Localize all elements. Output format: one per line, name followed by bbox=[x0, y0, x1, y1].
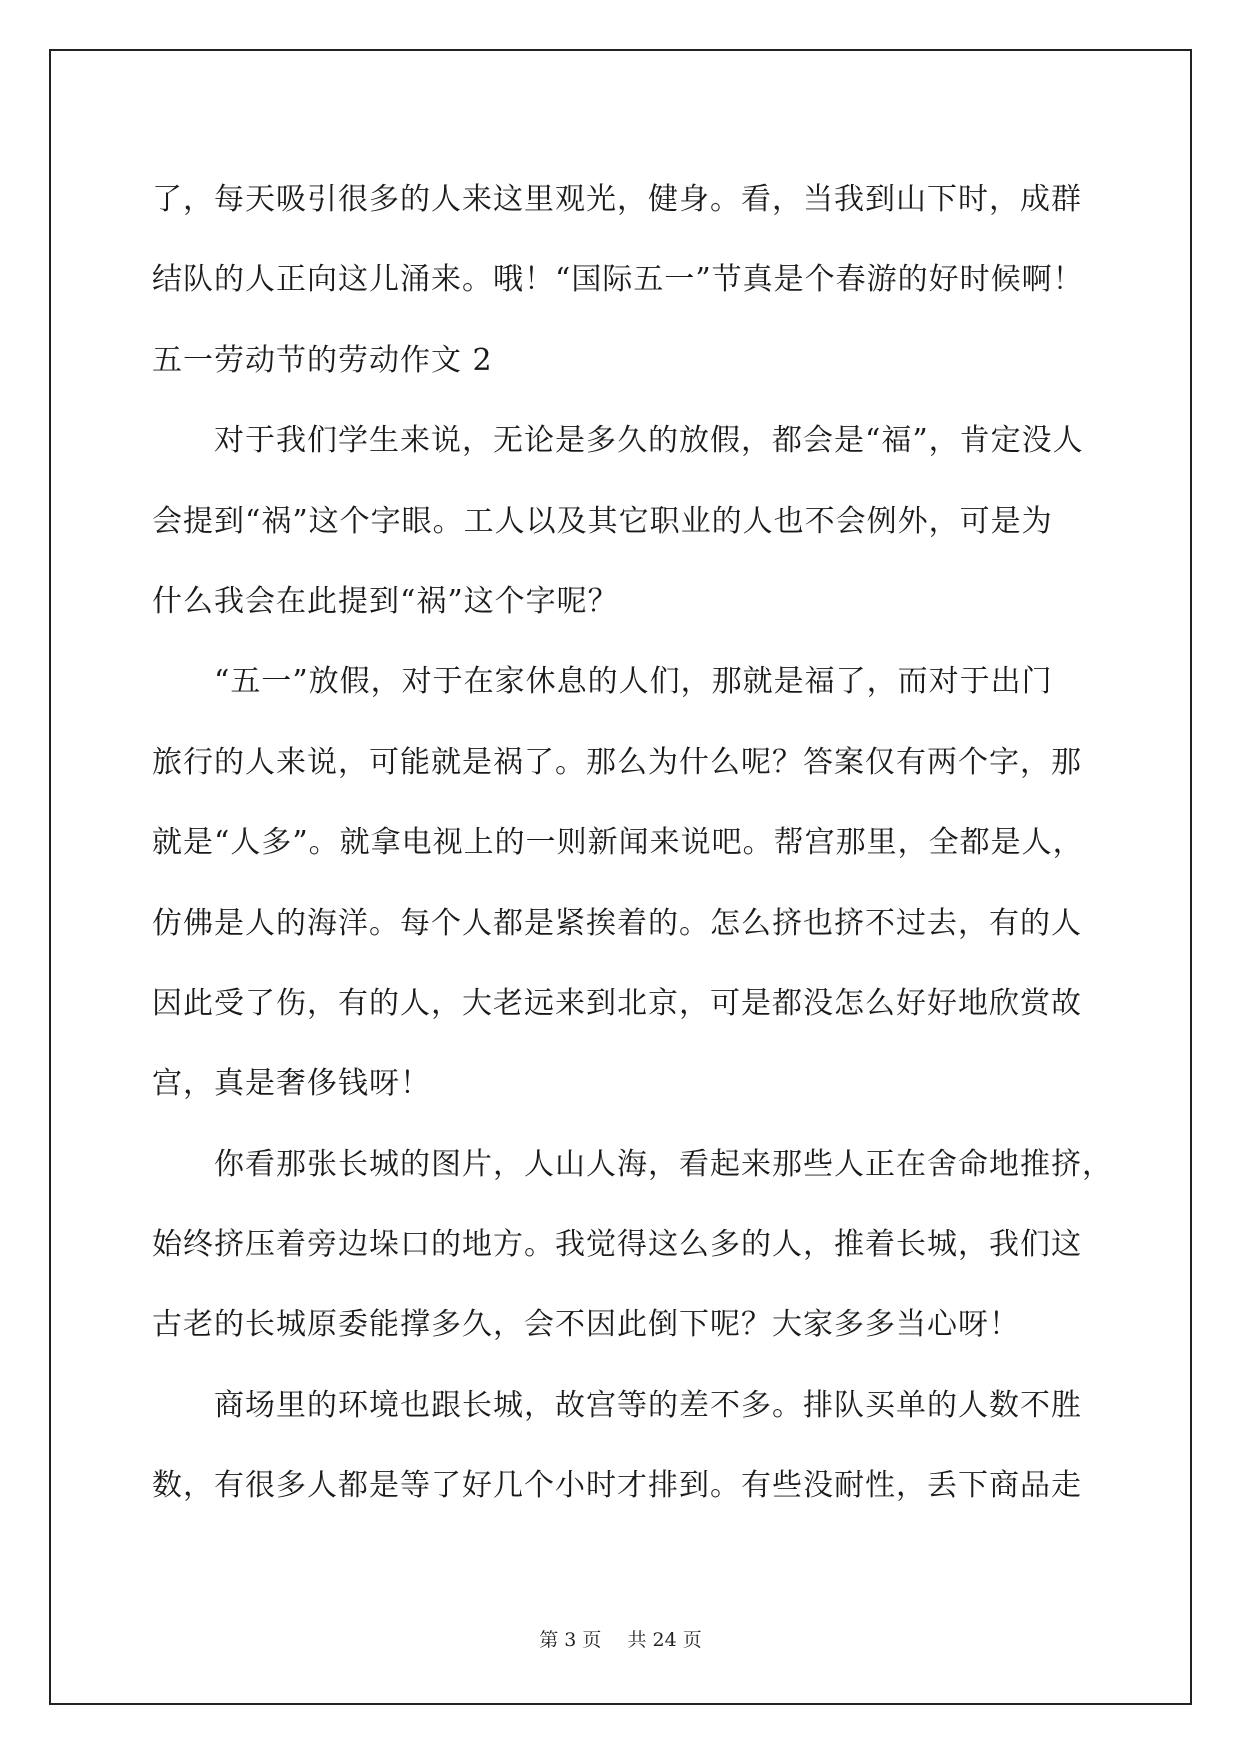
text-line: 了，每天吸引很多的人来这里观光，健身。看，当我到山下时，成群 bbox=[152, 182, 1082, 217]
text-line: 就是“人多”。就拿电视上的一则新闻来说吧。帮宫那里，全都是人， bbox=[152, 825, 1084, 861]
page-total: 共 24 页 bbox=[627, 1629, 702, 1651]
text-line: 始终挤压着旁边垛口的地方。我觉得这么多的人，推着长城，我们这 bbox=[152, 1227, 1082, 1263]
page-number: 第 3 页 bbox=[539, 1629, 602, 1651]
paragraph-first-line: 商场里的环境也跟长城，故宫等的差不多。排队买单的人数不胜 bbox=[214, 1387, 1082, 1423]
paragraph-first-line: 对于我们学生来说，无论是多久的放假，都会是“福”，肯定没人 bbox=[214, 423, 1084, 459]
text-line: 旅行的人来说，可能就是祸了。那么为什么呢？答案仅有两个字，那 bbox=[152, 744, 1082, 780]
text-line: 数，有很多人都是等了好几个小时才排到。有些没耐性，丢下商品走 bbox=[152, 1468, 1082, 1504]
text-line: 结队的人正向这儿涌来。哦！“国际五一”节真是个春游的好时候啊！ bbox=[152, 262, 1084, 298]
text-line: 会提到“祸”这个字眼。工人以及其它职业的人也不会例外，可是为 bbox=[152, 503, 1053, 539]
paragraph-first-line: 你看那张长城的图片，人山人海，看起来那些人正在舍命地推挤， bbox=[214, 1146, 1113, 1182]
document-body bbox=[152, 160, 1113, 1527]
section-heading: 五一劳动节的劳动作文 2 bbox=[152, 342, 493, 378]
text-line: 宫，真是奢侈钱呀！ bbox=[152, 1066, 431, 1102]
page-footer bbox=[0, 1628, 1241, 1652]
text-line: 因此受了伤，有的人，大老远来到北京，可是都没怎么好好地欣赏故 bbox=[152, 985, 1082, 1021]
text-line: 什么我会在此提到“祸”这个字呢？ bbox=[152, 583, 619, 619]
text-line: 仿佛是人的海洋。每个人都是紧挨着的。怎么挤也挤不过去，有的人 bbox=[152, 905, 1082, 941]
text-line: 古老的长城原委能撑多久，会不因此倒下呢？大家多多当心呀！ bbox=[152, 1307, 1020, 1343]
paragraph-first-line: “五一”放假，对于在家休息的人们，那就是福了，而对于出门 bbox=[214, 664, 1053, 700]
